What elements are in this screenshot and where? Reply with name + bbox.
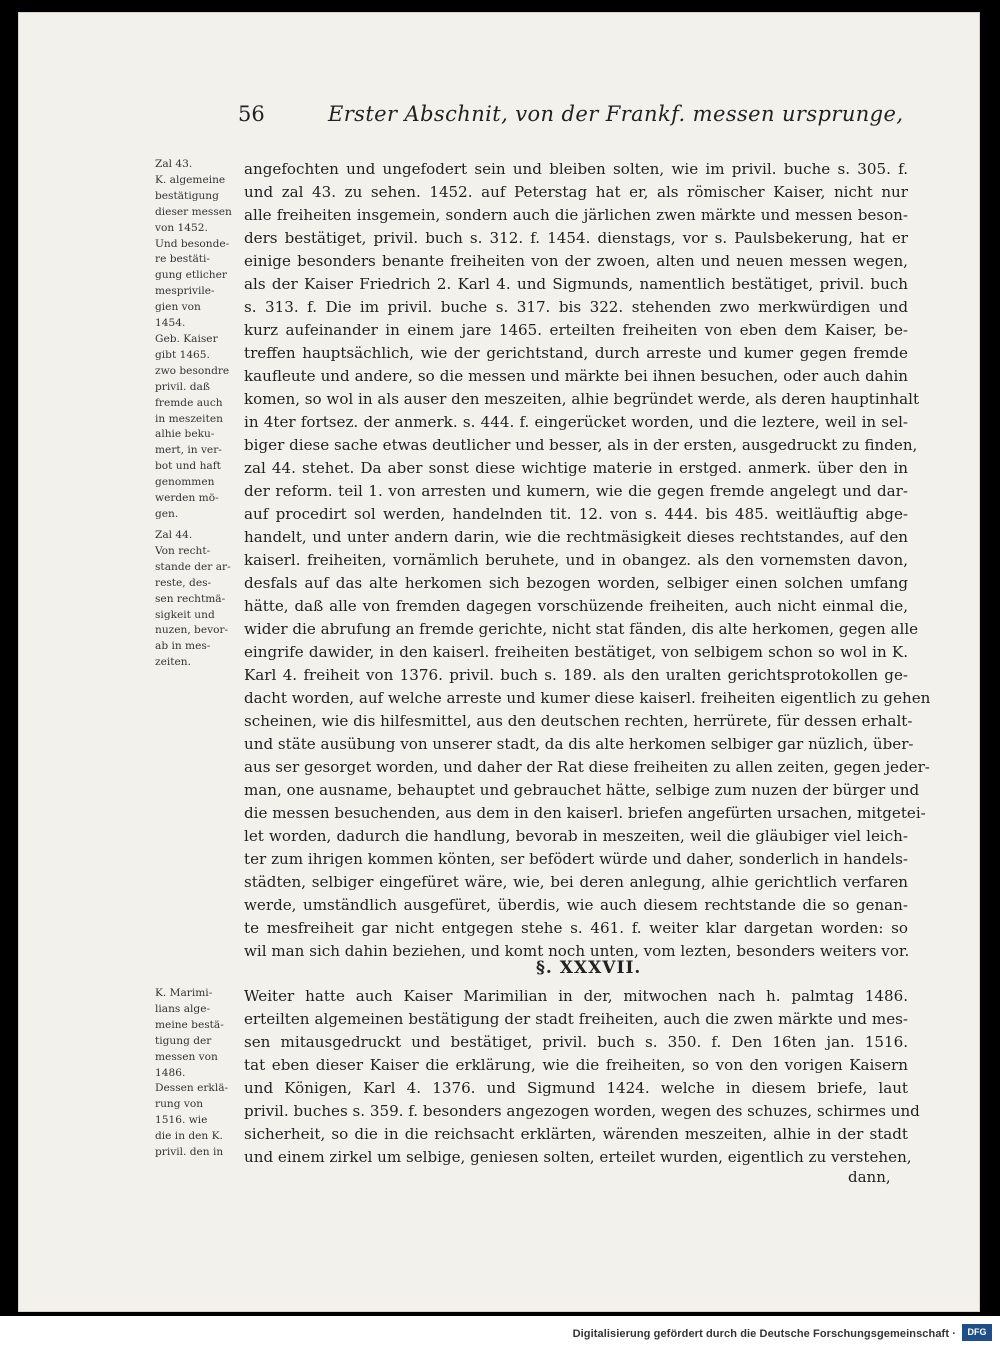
- text-line: komen, so wol in als auser den meszeiten, alhie begründet werde, als deren hauptinhalt: [244, 390, 920, 408]
- text-line: sen mitausgedruckt und bestätiget, privil. buch s. 350. f. Den 16ten jan. 1516.: [244, 1033, 908, 1051]
- margin-note-line: privil. daß: [155, 380, 210, 393]
- text-line: biger diese sache etwas deutlicher und besser, als in der ersten, ausgedruckt zu finden,: [244, 436, 918, 454]
- text-line: und stäte ausübung von unserer stadt, da dis alte herkomen selbiger gar nüzlich, über-: [244, 735, 914, 753]
- paragraph-1: [244, 158, 931, 963]
- text-line: sicherheit, so die in die reichsacht erklärten, wärenden meszeiten, alhie in der stadt: [244, 1125, 908, 1143]
- dfg-logo-icon: DFG: [962, 1324, 992, 1341]
- text-line: erteilten algemeinen bestätigung der stadt freiheiten, auch die zwen märkte und mes-: [244, 1010, 908, 1028]
- margin-note-line: zeiten.: [155, 656, 191, 669]
- text-line: man, one ausname, behauptet und gebrauchet hätte, selbige zum nuzen der bürger und: [244, 781, 920, 799]
- text-line: te mesfreiheit gar nicht entgegen stehe s. 461. f. weiter klar dargetan worden: so: [244, 919, 908, 937]
- margin-note-line: dieser messen: [155, 205, 232, 218]
- margin-note-line: Dessen erklä-: [155, 1082, 229, 1095]
- text-line: dacht worden, auf welche arreste und kumer diese kaiserl. freiheiten eigentlich zu gehen: [244, 689, 931, 707]
- text-line: Weiter hatte auch Kaiser Marimilian in der, mitwochen nach h. palmtag 1486.: [244, 987, 908, 1005]
- text-line: zal 44. stehet. Da aber sonst diese wichtige materie in erstged. anmerk. über den in: [244, 459, 908, 477]
- text-line: wider die abrufung an fremde gerichte, nicht stat fänden, dis alte herkomen, gegen alle: [244, 620, 919, 638]
- margin-note-line: mesprivile-: [155, 285, 215, 298]
- margin-note-line: ab in mes-: [155, 640, 211, 653]
- margin-note-line: bestätigung: [155, 189, 219, 202]
- margin-note-line: 1486.: [155, 1066, 186, 1079]
- margin-note-line: Und besonde-: [155, 237, 230, 250]
- margin-note-line: re bestäti-: [155, 253, 210, 266]
- margin-note-line: bot und haft: [155, 460, 221, 473]
- paragraph-2: [244, 985, 920, 1169]
- margin-note-line: in meszeiten: [155, 412, 223, 425]
- running-title: Erster Abschnit, von der Frankf. messen ursprunge,: [328, 102, 904, 126]
- text-line: und einem zirkel um selbige, geniesen solten, erteilet wurden, eigentlich zu verstehen,: [244, 1148, 912, 1166]
- text-line: ter zum ihrigen kommen könten, ser befödert würde und daher, sonderlich in handels-: [244, 850, 908, 868]
- text-line: und zal 43. zu sehen. 1452. auf Peterstag hat er, als römischer Kaiser, nicht nur: [244, 183, 908, 201]
- margin-note-line: nuzen, bevor-: [155, 624, 229, 637]
- margin-note-line: sen rechtmä-: [155, 592, 226, 605]
- text-line: eingrife dawider, in den kaiserl. freiheiten bestätiget, von selbigem schon so wol in K.: [244, 643, 908, 661]
- text-line: auf procedirt sol werden, handelnden tit. 12. von s. 444. bis 485. weitläuftig abge-: [244, 505, 908, 523]
- text-line: s. 313. f. Die im privil. buche s. 317. bis 322. stehenden zwo merkwürdigen und: [244, 298, 908, 316]
- margin-note-line: 1516. wie: [155, 1114, 208, 1127]
- text-line: städten, selbiger eingefüret wäre, wie, bei deren anlegung, alhie gerichtlich verfaren: [244, 873, 908, 891]
- text-line: in 4ter fortsez. der anmerk. s. 444. f. eingerücket worden, und die leztere, weil in sel-: [244, 413, 908, 431]
- margin-note-line: K. Marimi-: [155, 987, 213, 999]
- margin-note-line: sigkeit und: [155, 608, 215, 621]
- margin-note-line: rung von: [155, 1098, 204, 1111]
- text-line: let worden, dadurch die handlung, bevorab in meszeiten, weil die gläubiger viel leich-: [244, 827, 908, 845]
- text-line: alle freiheiten insgemein, sondern auch die järlichen zwen märkte und messen beson-: [244, 206, 908, 224]
- margin-note-2: [155, 528, 237, 671]
- text-line: privil. buches s. 359. f. besonders angezogen worden, wegen des schuzes, schirmes und: [244, 1102, 920, 1120]
- catchword: dann,: [848, 1168, 891, 1186]
- margin-note-line: genommen: [155, 476, 215, 489]
- margin-note-line: gien von: [155, 301, 201, 314]
- margin-note-line: werden mö-: [155, 492, 219, 505]
- margin-note-line: die in den K.: [155, 1130, 223, 1143]
- margin-note-line: tigung der: [155, 1034, 212, 1047]
- text-line: treffen hauptsächlich, wie der gerichtstand, durch arreste und kumer gegen fremde: [244, 344, 908, 362]
- text-line: desfals auf das alte herkomen sich bezogen worden, selbiger einen solchen umfang: [244, 574, 908, 592]
- margin-note-line: Von recht-: [155, 544, 211, 557]
- margin-note-3: [155, 986, 237, 1161]
- margin-note-line: mert, in ver-: [155, 444, 222, 457]
- margin-note-line: alhie beku-: [155, 428, 215, 441]
- page-number: 56: [238, 102, 265, 126]
- margin-note-line: lians alge-: [155, 1002, 211, 1015]
- text-line: hätte, daß alle von fremden dagegen vorschüzende freiheiten, auch nicht einmal die,: [244, 597, 908, 615]
- margin-note-line: reste, des-: [155, 576, 212, 589]
- text-line: aus ser gesorget worden, und daher der Rat diese freiheiten zu allen zeiten, gegen jeder-: [244, 758, 930, 776]
- margin-note-line: privil. den in: [155, 1146, 224, 1159]
- footer-bar: [0, 1316, 1000, 1355]
- margin-note-line: Zal 44.: [155, 529, 193, 541]
- text-line: der reform. teil 1. von arresten und kumern, wie die gegen fremde angelegt und dar-: [244, 482, 908, 500]
- text-line: kaufleute und andere, so die messen und märkte bei ihnen besuchen, oder auch dahin: [244, 367, 908, 385]
- margin-note-line: Zal 43.: [155, 158, 193, 170]
- margin-note-line: zwo besondre: [155, 364, 230, 377]
- margin-note-line: gung etlicher: [155, 269, 227, 282]
- margin-note-line: stande der ar-: [155, 560, 231, 573]
- margin-note-line: von 1452.: [155, 221, 208, 234]
- text-line: die messen besuchenden, aus dem in den kaiserl. briefen angefürten ursachen, mitgetei-: [244, 804, 926, 822]
- margin-note-line: messen von: [155, 1050, 218, 1063]
- text-line: kaiserl. freiheiten, vornämlich beruhete, und in obangez. als den vornemsten davon,: [244, 551, 908, 569]
- margin-note-line: fremde auch: [155, 396, 223, 409]
- text-line: als der Kaiser Friedrich 2. Karl 4. und Sigmunds, namentlich bestätiget, privil. buch: [244, 275, 908, 293]
- section-heading: §. XXXVII.: [536, 958, 642, 978]
- text-line: kurz aufeinander in einem jare 1465. erteilten freiheiten von eben dem Kaiser, be-: [244, 321, 908, 339]
- margin-note-line: gen.: [155, 507, 179, 520]
- text-line: handelt, und unter andern darin, wie die rechtmäsigkeit dieses rechtstandes, auf den: [244, 528, 908, 546]
- margin-note-line: K. algemeine: [155, 173, 226, 186]
- margin-note-line: gibt 1465.: [155, 348, 210, 361]
- text-line: wil man sich dahin beziehen, und komt noch unten, vom lezten, besonders weiters vor.: [244, 942, 910, 960]
- funding-credit: Digitalisierung gefördert durch die Deutsche Forschungsgemeinschaft ·: [572, 1328, 956, 1340]
- text-line: und Königen, Karl 4. 1376. und Sigmund 1424. welche in diesem briefe, laut: [244, 1079, 908, 1097]
- text-line: Karl 4. freiheit von 1376. privil. buch s. 189. als den uralten gerichtsprotokollen ge-: [244, 666, 908, 684]
- text-line: tat eben dieser Kaiser die erklärung, wie die freiheiten, so von den vorigen Kaisern: [244, 1056, 908, 1074]
- text-line: einige besonders benante freiheiten von der zwoen, alten und neuen messen wegen,: [244, 252, 908, 270]
- margin-note-1: [155, 157, 237, 523]
- text-line: ders bestätiget, privil. buch s. 312. f. 1454. dienstags, vor s. Paulsbekerung, hat er: [244, 229, 908, 247]
- margin-note-line: Geb. Kaiser: [155, 332, 218, 345]
- text-line: angefochten und ungefodert sein und bleiben solten, wie im privil. buche s. 305. f.: [244, 160, 908, 178]
- text-line: werde, umständlich ausgefüret, überdis, wie auch diesem rechtstande die so genan-: [244, 896, 908, 914]
- margin-note-line: 1454.: [155, 317, 186, 330]
- margin-note-line: meine bestä-: [155, 1018, 224, 1031]
- text-line: scheinen, wie dis hilfesmittel, aus den deutschen rechten, herrürete, für dessen erhalt-: [244, 712, 913, 730]
